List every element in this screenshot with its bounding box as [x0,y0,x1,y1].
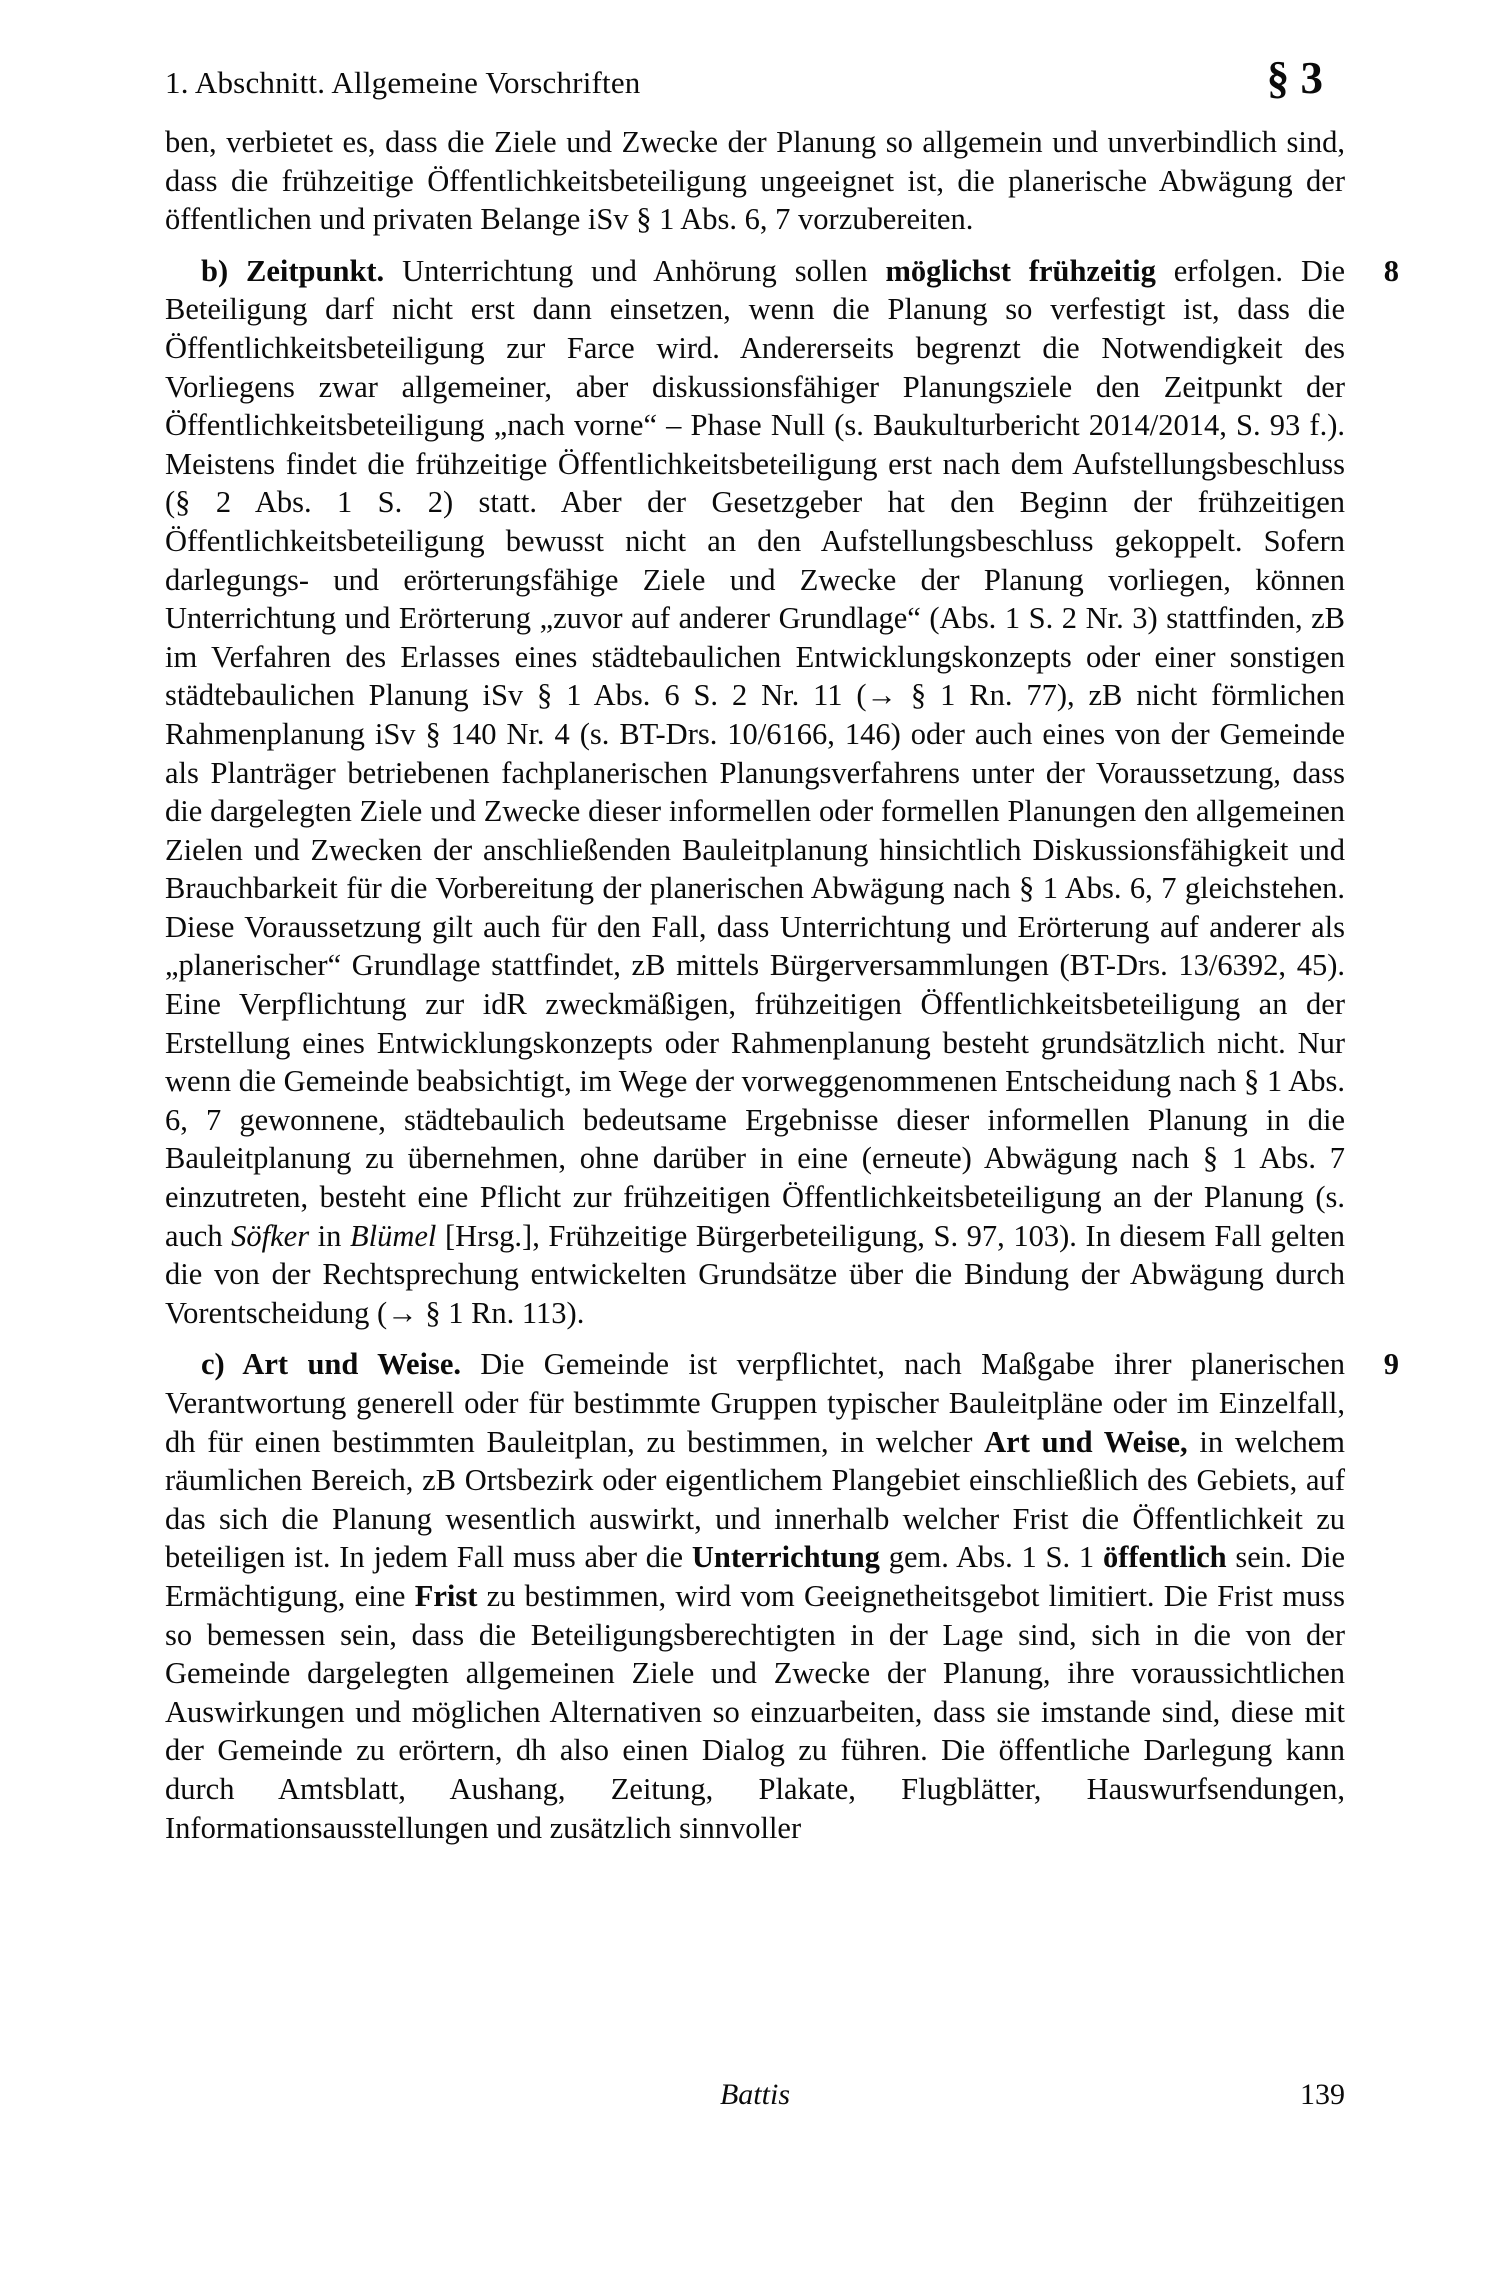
margin-number: 8 [1383,253,1399,288]
text-run: c) Art und Weise. [201,1347,461,1382]
margin-number: 9 [1383,1347,1399,1382]
text-run: b) Zeitpunkt. [201,253,385,288]
paragraph [165,252,1399,1333]
footer-author: Battis [719,2078,790,2111]
text-run: möglichst frühzeitig [885,253,1156,288]
text-run: Unterrichtung [691,1540,880,1575]
page-footer [165,2078,1345,2118]
text-run: Blümel [349,1218,437,1253]
text-run: in welchem räumlichen Bereich, zB Ortsbezirk oder eigentlichem Plangebiet einschließlich des Gebiets, auf das sich die Planung wesentlich auswirkt, und innerhalb welcher Frist die Öffentlichkeit zu beteiligen ist. In jedem Fall muss aber die [165,1424,1346,1575]
text-column [165,0,1399,1847]
body-text [165,123,1399,1847]
text-run: ben, verbietet es, dass die Ziele und Zwecke der Planung so allgemein und unverbindlich sind, dass die frühzeitige Öffentlichkeitsbeteiligung ungeeignet ist, die planerische Abwägung der öffentlichen und privaten Belange iSv § 1 Abs. 6, 7 vorzubereiten. [165,125,1345,237]
paragraph [165,123,1345,239]
text-run: gem. Abs. 1 S. 1 [879,1540,1103,1575]
text-run: in [309,1218,350,1253]
paragraph-mark: § 3 [1266,53,1323,103]
text-run: Söfker [231,1218,310,1253]
running-header [165,0,1345,101]
text-run: erfolgen. Die Beteiligung darf nicht erst dann einsetzen, wenn die Planung so verfestigt ist, dass die Öffentlichkeitsbeteiligung zur Farce wird. Andererseits begrenzt die Notwendigkeit des Vorliegens zwar allgemeiner, aber diskussionsfähiger Planungsziele den Zeitpunkt der Öffentlichkeitsbeteiligung „nach vorne“ – Phase Null (s. Baukulturbericht 2014/2014, S. 93 f.). Meistens findet die frühzeitige Öffentlichkeitsbeteiligung erst nach dem Aufstellungsbeschluss (§ 2 Abs. 1 S. 2) statt. Aber der Gesetzgeber hat den Beginn der frühzeitigen Öffentlichkeitsbeteiligung bewusst nicht an den Aufstellungsbeschluss gekoppelt. Sofern darlegungs- und erörterungsfähige Ziele und Zwecke der Planung vorliegen, können Unterrichtung und Erörterung „zuvor auf anderer Grundlage“ (Abs. 1 S. 2 Nr. 3) stattfinden, zB im Verfahren des Erlasses eines städtebaulichen Entwicklungskonzepts oder einer sonstigen städtebaulichen Planung iSv § 1 Abs. 6 S. 2 Nr. 11 (→ § 1 Rn. 77), zB nicht förmlichen Rahmenplanung iSv § 140 Nr. 4 (s. BT-Drs. 10/6166, 146) oder auch eines von der Gemeinde als Planträger betriebenen fachplanerischen Planungsverfahrens unter der Voraussetzung, dass die dargelegten Ziele und Zwecke dieser informellen oder formellen Planungen den allgemeinen Zielen und Zwecken der anschließenden Bauleitplanung hinsichtlich Diskussionsfähigkeit und Brauchbarkeit für die Vorbereitung der planerischen Abwägung nach § 1 Abs. 6, 7 gleichstehen. Diese Voraussetzung gilt auch für den Fall, dass Unterrichtung und Erörterung auf anderer als „planerischer“ Grundlage stattfindet, zB mittels Bürgerversammlungen (BT-Drs. 13/6392, 45). Eine Verpflichtung zur idR zweckmäßigen, frühzeitigen Öffentlichkeitsbeteiligung an der Erstellung eines Entwicklungskonzepts oder Rahmenplanung besteht grundsätzlich nicht. Nur wenn die Gemeinde beabsichtigt, im Wege der vorweggenommenen Entscheidung nach § 1 Abs. 6, 7 gewonnene, städtebaulich bedeutsame Ergebnisse dieser informellen Planung in die Bauleitplanung zu übernehmen, ohne darüber in eine (erneute) Abwägung nach § 1 Abs. 7 einzutreten, besteht eine Pflicht zur frühzeitigen Öffentlichkeitsbeteiligung an der Planung (s. auch [165,253,1345,1253]
text-run: Die Gemeinde ist verpflichtet, nach Maßgabe ihrer planerischen Verantwortung generell oder für bestimmte Gruppen typischer Bauleitpläne oder im Einzelfall, dh für einen bestimmten Bauleitplan, zu bestimmen, in welcher [165,1347,1345,1459]
paragraph [165,1345,1399,1847]
text-run: Unterrichtung und Anhörung sollen [384,253,886,288]
section-title: 1. Abschnitt. Allgemeine Vorschriften [165,65,641,100]
text-run: zu bestimmen, wird vom Geeignetheitsgebot limitiert. Die Frist muss so bemessen sein, dass die Beteiligungsberechtigten in der Lage sind, sich in die von der Gemeinde dargelegten allgemeinen Ziele und Zwecke der Planung, ihre voraussichtlichen Auswirkungen und möglichen Alternativen so einzuarbeiten, dass sie imstande sind, diese mit der Gemeinde zu erörtern, dh also einen Dialog zu führen. Die öffentliche Darlegung kann durch Amtsblatt, Aushang, Zeitung, Plakate, Flugblätter, Hauswurfsendungen, Informationsausstellungen und zusätzlich sinnvoller [165,1578,1345,1845]
text-run: öffentlich [1102,1540,1227,1575]
text-run: [Hrsg.], Frühzeitige Bürgerbeteiligung, S. 97, 103). In diesem Fall gelten die von der Rechtsprechung entwickelten Grundsätze über die Bindung der Abwägung durch Vorentscheidung (→ § 1 Rn. 113). [165,1218,1345,1330]
footer-page-number: 139 [1300,2078,1345,2111]
text-run: Art und Weise, [984,1424,1188,1459]
text-run: Frist [414,1578,478,1613]
text-run: sein. Die Ermächtigung, eine [165,1540,1346,1613]
